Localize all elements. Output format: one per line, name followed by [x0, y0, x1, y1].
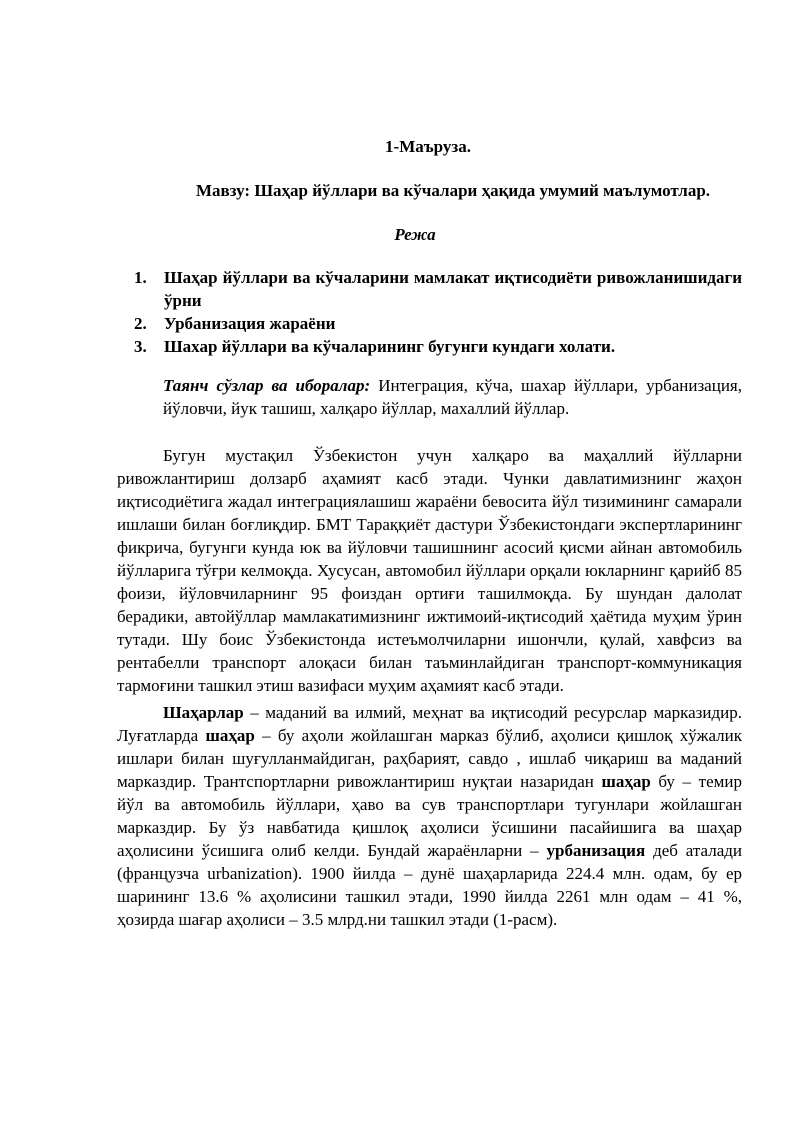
lecture-topic: Мавзу: Шаҳар йўллари ва кўчалари ҳақида умумий маълумотлар. [195, 181, 711, 200]
paragraph-text: бу – темир йўл ва автомобиль йўллари, ҳаво ва сув транспортлари тугунлари жойлашган марказдир. Бу ўз навбатида қишлоқ аҳолиси ўсишини пасайишига ва шаҳар аҳолисини ўсишига олиб келди. Бундай жараёнларни – [117, 772, 742, 860]
term-city: шаҳар [205, 726, 255, 745]
plan-item-number: 1. [134, 268, 147, 287]
paragraph-text: – бу аҳоли жойлашган марказ бўлиб, аҳолиси қишлоқ хўжалик ишлари билан шуғулланмайдиган, раҳбарият, савдо , ишлаб чиқариш ва маданий марказдир. Трантспортларни ривожлантириш нуқтаи назаридан [117, 726, 742, 791]
plan-item [134, 312, 742, 335]
paragraph-text: деб аталади (французча urbanization). 1900 йилда – дунё шаҳарларида 224.4 млн. одам, бу ер шарининг 13.6 % аҳолисини ташкил этади, 1990 йилда 2261 млн одам – 41 %, ҳозирда шағар аҳолиси – 3.5 млрд.ни ташкил этади (1-расм). [117, 841, 742, 929]
term-cities: Шаҳарлар [163, 703, 244, 722]
plan-item-text: Шаҳар йўллари ва кўчаларини мамлакат иқтисодиёти ривожланишидаги ўрни [164, 268, 742, 310]
lecture-number: 1-Маъруза. [385, 137, 471, 156]
keywords-text: Интеграция, кўча, шахар йўллари, урбанизация, йўловчи, йук ташиш, халқаро йўллар, махаллий йўллар. [163, 376, 742, 418]
keywords-paragraph [163, 374, 742, 420]
plan-title: Режа [394, 225, 436, 244]
plan-item-text: Шахар йўллари ва кўчаларининг бугунги кундаги холати. [164, 337, 616, 356]
keywords-label: Таянч сўзлар ва иборалар: [163, 376, 371, 395]
plan-item [134, 266, 742, 312]
body-paragraph-1: Бугун мустақил Ўзбекистон учун халқаро ва маҳаллий йўлларни ривожлантириш долзарб аҳамият касб этади. Чунки давлатимизнинг жаҳон иқтисодиётига жадал интеграциялашиш жараёни бевосита йўл тизимининг самарали ишлаши билан боғлиқдир. БМТ Тараққиёт дастури Ўзбекистондаги экспертларининг фикрича, бугунги кунда юк ва йўловчи ташишнинг асосий қисми айнан автомобиль йўлларига тўғри келмоқда. Хусусан, автомобил йўллари орқали юкларнинг қарийб 85 фоизи, йўловчиларнинг 95 фоиздан ортиғи ташилмоқда. Бу шундан далолат берадики, автойўллар мамлакатимизнинг ижтимоий-иқтисодий ҳаётида муҳим ўрин тутади. Шу боис Ўзбекистонда истеъмолчиларни ишончли, қулай, хавфсиз ва рентабелли транспорт алоқаси билан таъминлайдиган транспорт-коммуникация тармоғини ташкил этиш вазифаси муҳим аҳамият касб этади. [117, 446, 742, 695]
paragraph-text: – маданий ва илмий, меҳнат ва иқтисодий ресурслар марказидир. Луғатларда [117, 703, 742, 745]
term-urbanization: урбанизация [546, 841, 646, 860]
plan-item-text: Урбанизация жараёни [164, 314, 336, 333]
body-paragraph-2 [117, 701, 742, 931]
term-city: шаҳар [601, 772, 651, 791]
plan-list [134, 266, 742, 358]
plan-item [134, 335, 742, 358]
plan-item-number: 2. [134, 314, 147, 333]
plan-item-number: 3. [134, 337, 147, 356]
